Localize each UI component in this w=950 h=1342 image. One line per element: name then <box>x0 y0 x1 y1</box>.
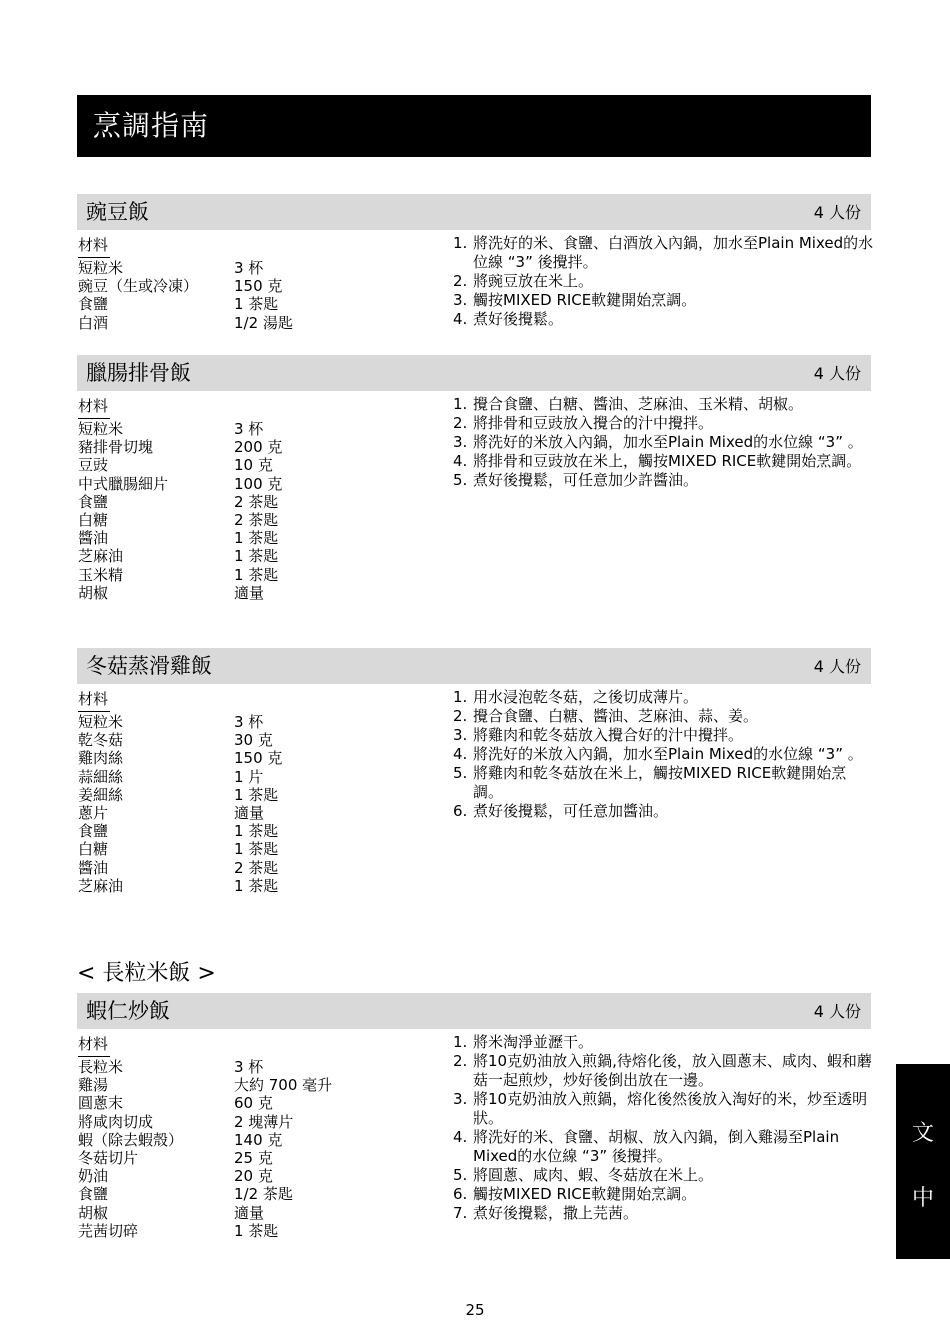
step-item: 4. 將洗好的米、食鹽、胡椒、放入內鍋，倒入雞湯至Plain Mixed的水位線 “3” 後攪拌。 <box>453 1128 840 1165</box>
ingredient-row: 奶油 20 克 <box>78 1167 273 1186</box>
recipe-name: 豌豆飯 <box>86 200 149 224</box>
recipe-header <box>77 648 871 684</box>
ingredient-row: 食鹽 1 茶匙 <box>78 295 279 314</box>
ingredient-row: 乾冬菇 30 克 <box>78 731 273 750</box>
ingredient-row: 胡椒 適量 <box>78 583 265 602</box>
ingredient-row: 豆豉 10 克 <box>78 456 273 475</box>
ingredient-row: 胡椒 適量 <box>78 1203 265 1222</box>
ingredient-row: 將咸肉切成 2 塊薄片 <box>78 1112 294 1131</box>
ingredient-row: 玉米精 1 茶匙 <box>78 565 279 584</box>
ingredient-row: 豬排骨切塊 200 克 <box>78 438 283 457</box>
ingredient-row: 長粒米 3 杯 <box>78 1058 264 1076</box>
recipe-header <box>77 355 871 391</box>
recipe-mushroom-chicken-rice <box>77 648 871 895</box>
step-item: 5. 將圓蔥、咸肉、蝦、冬菇放在米上。 <box>453 1166 714 1184</box>
ingredient-row: 雞湯 大約 700 毫升 <box>78 1076 333 1095</box>
materials-label: 材料 <box>78 397 109 415</box>
ingredient-row: 短粒米 3 杯 <box>78 713 264 731</box>
step-item: 7. 煮好後攪鬆，撒上芫茜。 <box>453 1204 639 1222</box>
ingredient-row: 蔥片 適量 <box>78 804 265 823</box>
step-item: 2. 攪合食鹽、白糖、醬油、芝麻油、蒜、姜。 <box>453 707 759 725</box>
recipe-servings: 4 人份 <box>813 657 861 676</box>
step-item: 6. 觸按MIXED RICE軟鍵開始烹調。 <box>453 1185 697 1203</box>
step-item: 5. 將雞肉和乾冬菇放在米上，觸按MIXED RICE軟鍵開始烹調。 <box>453 764 847 801</box>
steps-list <box>451 234 876 329</box>
step-item: 2. 將排骨和豆豉放入攪合的汁中攪拌。 <box>453 414 714 432</box>
recipe-servings: 4 人份 <box>813 1002 861 1021</box>
recipe-name: 蝦仁炒飯 <box>86 999 170 1023</box>
ingredient-row: 食鹽 2 茶匙 <box>78 492 279 511</box>
materials-underline <box>78 711 110 712</box>
page-number: 25 <box>465 1301 485 1319</box>
ingredient-row: 短粒米 3 杯 <box>78 420 264 438</box>
steps-list <box>451 395 876 490</box>
step-item: 1. 將洗好的米、食鹽、白酒放入內鍋，加水至Plain Mixed的水位線 “3” 後攪拌。 <box>453 234 874 271</box>
steps-list <box>451 688 876 821</box>
ingredients-list <box>78 690 438 895</box>
ingredient-row: 豌豆（生或冷凍） 150 克 <box>78 277 283 296</box>
step-item: 4. 將排骨和豆豉放在米上，觸按MIXED RICE軟鍵開始烹調。 <box>453 452 862 470</box>
ingredients-list <box>78 1035 438 1240</box>
ingredient-row: 雞肉絲 150 克 <box>78 749 283 768</box>
step-item: 4. 將洗好的米放入內鍋，加水至Plain Mixed的水位線 “3” 。 <box>453 745 863 763</box>
ingredient-row: 中式臘腸細片 100 克 <box>78 474 283 493</box>
materials-label: 材料 <box>78 1035 109 1053</box>
ingredient-row: 蝦（除去蝦殼） 140 克 <box>78 1130 283 1149</box>
step-item: 3. 觸按MIXED RICE軟鍵開始烹調。 <box>453 291 697 309</box>
ingredient-row: 白糖 1 茶匙 <box>78 840 279 859</box>
recipe-sausage-ribs-rice <box>77 355 871 602</box>
materials-label: 材料 <box>78 690 109 708</box>
recipe-shrimp-fried-rice <box>77 993 872 1240</box>
recipe-header <box>77 993 871 1029</box>
ingredient-row: 白糖 2 茶匙 <box>78 511 279 530</box>
materials-label: 材料 <box>78 236 109 254</box>
step-item: 1. 將米淘淨並瀝干。 <box>453 1033 594 1051</box>
ingredient-row: 芝麻油 1 茶匙 <box>78 547 279 566</box>
step-item: 1. 用水浸泡乾冬菇，之後切成薄片。 <box>453 688 699 706</box>
ingredient-row: 食鹽 1 茶匙 <box>78 822 279 841</box>
page-title: 烹調指南 <box>77 95 871 157</box>
recipe-servings: 4 人份 <box>813 203 861 222</box>
ingredients-list <box>78 236 438 332</box>
ingredient-row: 芫茜切碎 1 茶匙 <box>78 1221 279 1240</box>
materials-underline <box>78 418 110 419</box>
language-tab <box>896 1064 950 1259</box>
recipe-pea-rice <box>77 194 874 332</box>
step-item: 6. 煮好後攪鬆，可任意加醬油。 <box>453 802 669 820</box>
step-item: 4. 煮好後攪鬆。 <box>453 310 564 328</box>
language-tab-char: 文 <box>911 1121 934 1146</box>
step-item: 2. 將10克奶油放入煎鍋,待熔化後，放入圓蔥末、咸肉、蝦和蘑菇一起煎炒，炒好後倒出放在一邊。 <box>453 1052 872 1089</box>
ingredient-row: 短粒米 3 杯 <box>78 259 264 277</box>
ingredient-row: 醬油 2 茶匙 <box>78 858 279 877</box>
ingredient-row: 圓蔥末 60 克 <box>78 1094 273 1113</box>
step-item: 3. 將10克奶油放入煎鍋，熔化後然後放入淘好的米，炒至透明狀。 <box>453 1090 868 1127</box>
ingredient-row: 食鹽 1/2 茶匙 <box>78 1185 293 1204</box>
materials-underline <box>78 1056 110 1057</box>
ingredient-row: 醬油 1 茶匙 <box>78 529 279 548</box>
step-item: 1. 攪合食鹽、白糖、醬油、芝麻油、玉米精、胡椒。 <box>453 395 804 413</box>
ingredient-row: 芝麻油 1 茶匙 <box>78 876 279 895</box>
step-item: 3. 將洗好的米放入內鍋，加水至Plain Mixed的水位線 “3” 。 <box>453 433 863 451</box>
long-grain-heading: < 長粒米飯 > <box>77 961 216 986</box>
recipe-header <box>77 194 871 230</box>
ingredients-list <box>78 397 438 602</box>
language-tab-char: 中 <box>911 1186 934 1211</box>
recipe-servings: 4 人份 <box>813 364 861 383</box>
recipe-name: 冬菇蒸滑雞飯 <box>86 654 212 678</box>
ingredient-row: 蒜細絲 1 片 <box>78 767 264 786</box>
step-item: 5. 煮好後攪鬆，可任意加少許醬油。 <box>453 471 699 489</box>
ingredient-row: 白酒 1/2 湯匙 <box>78 313 293 332</box>
materials-underline <box>78 257 110 258</box>
steps-list <box>451 1033 876 1223</box>
recipe-name: 臘腸排骨飯 <box>86 361 191 385</box>
ingredient-row: 姜細絲 1 茶匙 <box>78 785 279 804</box>
step-item: 3. 將雞肉和乾冬菇放入攪合好的汁中攪拌。 <box>453 726 744 744</box>
step-item: 2. 將豌豆放在米上。 <box>453 272 594 290</box>
ingredient-row: 冬菇切片 25 克 <box>78 1149 273 1168</box>
